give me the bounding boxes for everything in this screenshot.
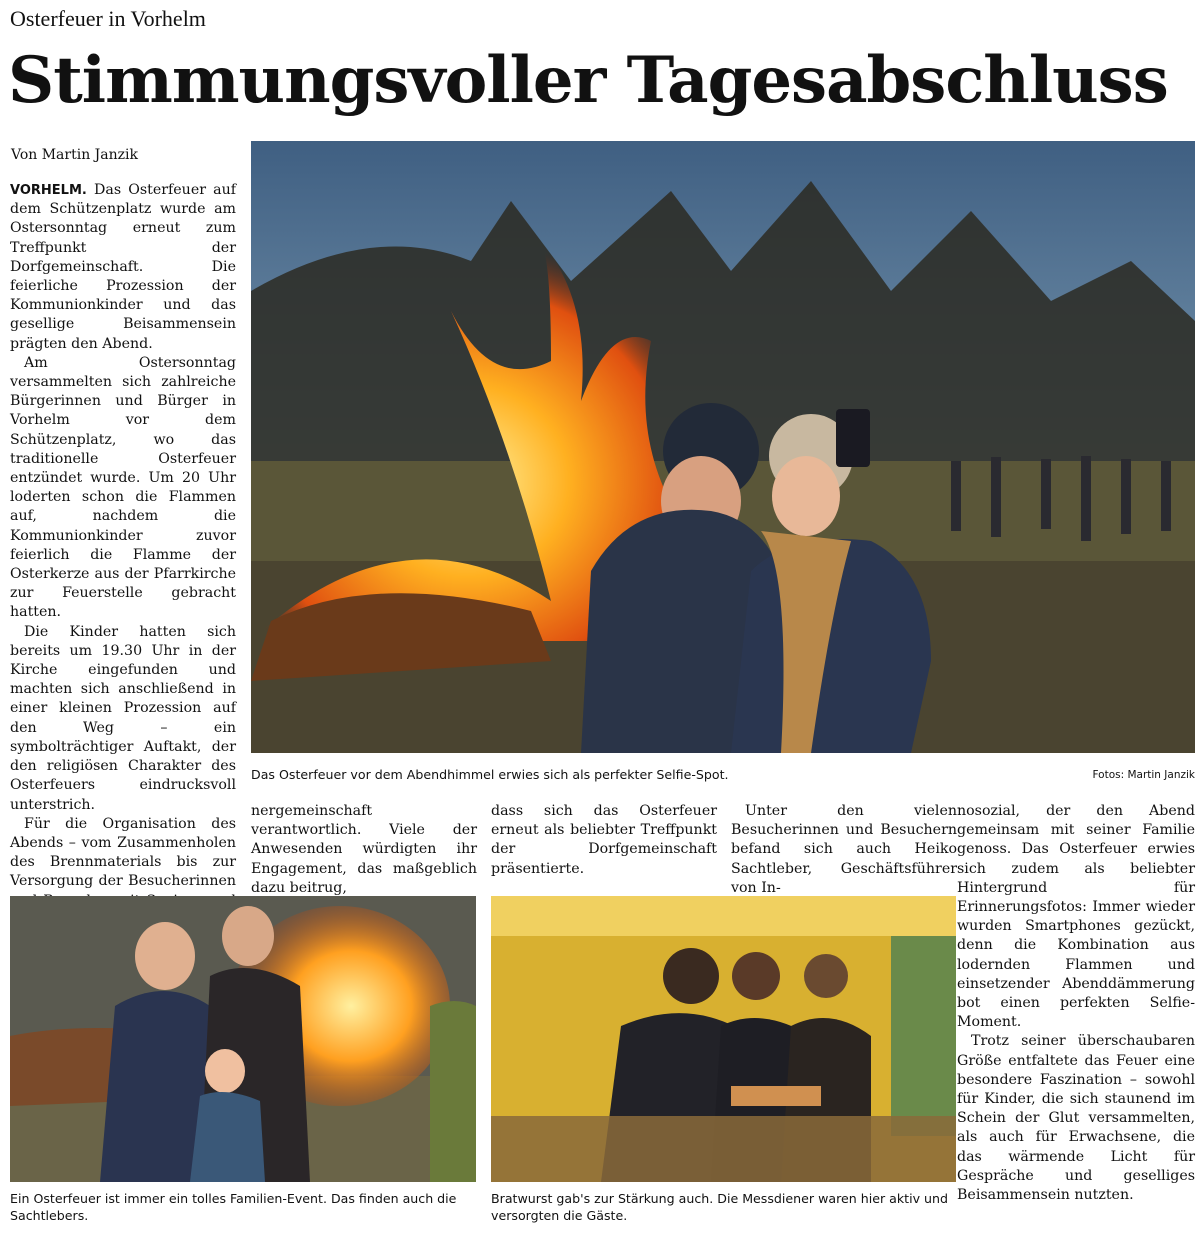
family-photo-caption: Ein Osterfeuer ist immer ein tolles Familien-Event. Das finden auch die Sachtlebers. <box>10 1191 457 1223</box>
text-column-2: nergemeinschaft verantwortlich. Viele der Anwesenden würdigten ihr Engagement, das maßgeblich dazu beitrug, <box>251 803 477 896</box>
paragraph: Die Kinder hatten sich bereits um 19.30 Uhr in der Kirche eingefunden und machten sich anschließend in einer kleinen Prozession auf den Weg – ein symbolträchtiger Auftakt, der den religiösen Charakter des Osterfeuers eindrucksvoll unterstrich. <box>10 623 236 813</box>
dateline: VORHELM. <box>10 183 87 198</box>
headline: Stimmungsvoller Tagesabschluss <box>8 43 1168 118</box>
text-column-4 <box>731 802 957 898</box>
family-photo <box>10 896 476 1182</box>
main-photo <box>251 141 1195 753</box>
text-column-5 <box>957 802 1195 1205</box>
photo-credit: Fotos: Martin Janzik <box>1092 769 1195 781</box>
paragraph: nosozial, der den Abend gemeinsam mit seiner Familie genoss. Das Osterfeuer erwies sich zudem als beliebter Hintergrund für Erinnerungsfotos: Immer wieder wurden Smartphones gezückt, denn die Kombination aus lodernden Flammen und einsetzender Abenddämmerung bot einen perfekten Selfie-Moment. <box>957 803 1195 1031</box>
text-column-1 <box>10 181 236 949</box>
byline: Von Martin Janzik <box>11 147 138 163</box>
kitchen-photo <box>491 896 956 1182</box>
kitchen-photo-caption: Bratwurst gab's zur Stärkung auch. Die Messdiener waren hier aktiv und versorgten die Gäste. <box>491 1191 949 1223</box>
main-photo-caption: Das Osterfeuer vor dem Abendhimmel erwies sich als perfekter Selfie-Spot. <box>251 767 729 782</box>
paragraph <box>10 181 236 354</box>
kicker: Osterfeuer in Vorhelm <box>10 6 206 31</box>
paragraph: Für die Organisation des Abends – vom Zusammenholen des Brennmaterials bis zur Versorgung der Besucherinnen <box>10 815 236 890</box>
paragraph-text: Das Osterfeuer auf dem Schützenplatz wurde am Ostersonntag erneut zum Treffpunkt der Dorfgemeinschaft. Die feierliche Prozession der Kommunionkinder und das gesellige Beisammensein prägten den Abend. <box>10 182 236 352</box>
text-column-3: dass sich das Osterfeuer erneut als beliebter Treffpunkt der Dorfgemeinschaft präsentierte. <box>491 803 717 877</box>
paragraph: Unter den vielen Besucherinnen und Besuchern befand sich auch Heiko Sachtleber, Geschäftsführer von In- <box>731 803 957 896</box>
paragraph: Trotz seiner überschaubaren Größe entfaltete das Feuer eine besondere Faszination – sowohl für Kinder, die sich staunend im Schein der Glut versammelten, als auch für Erwachsene, die das wärmende Licht für Gespräche und geselliges Beisammensein nutzten. <box>957 1033 1195 1204</box>
paragraph: Am Ostersonntag versammelten sich zahlreiche Bürgerinnen und Bürger in Vorhelm vor dem Schützenplatz, wo das traditionelle Osterfeuer entzündet wurde. Um 20 Uhr loderten schon die Flammen auf, nachdem die Kommunionkinder zuvor feierlich die Flamme der Osterkerze aus der Pfarrkirche zur Feuerstelle gebracht hatten. <box>10 354 236 621</box>
